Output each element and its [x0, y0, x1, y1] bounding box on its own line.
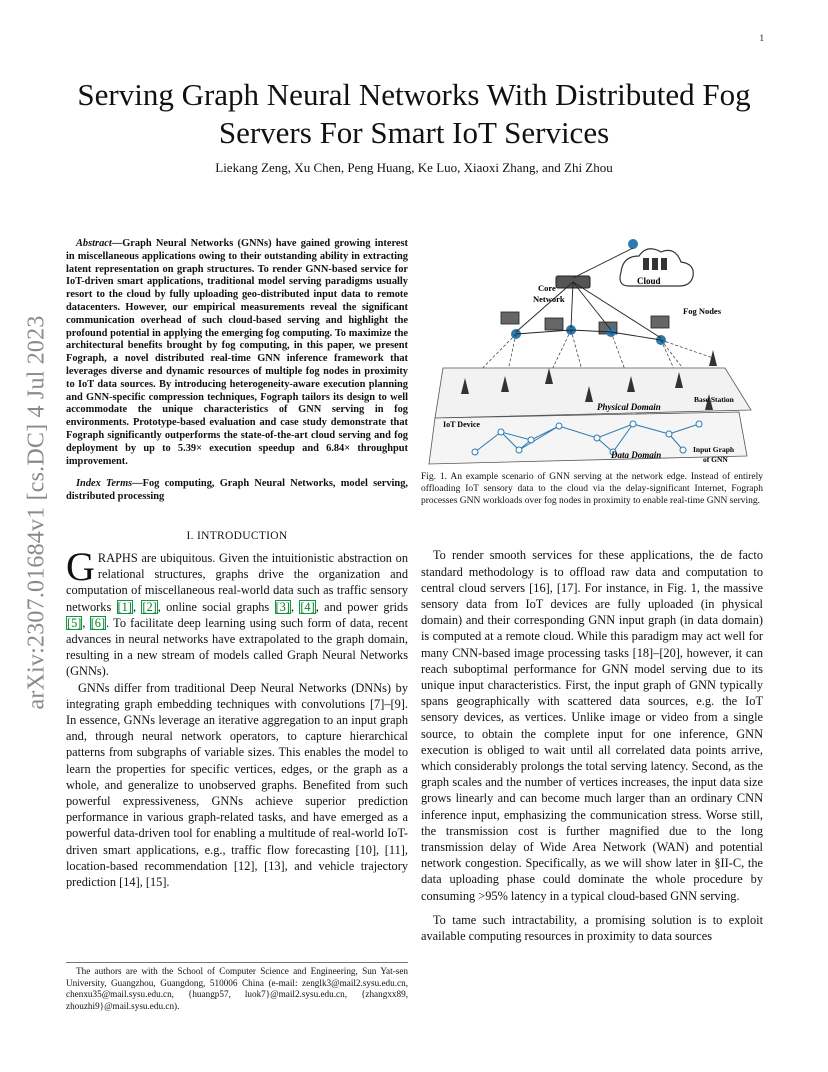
figure-caption: Fig. 1. An example scenario of GNN serving at the network edge. Instead of entirely offloading IoT sensory data to the cloud via the delay-significant Internet, Fograph processes GNN workloads over fog nodes in proximity to enable real-time GNN serving. — [421, 472, 763, 506]
network-node-icons — [511, 325, 666, 345]
citation-link[interactable]: [1] — [117, 599, 132, 614]
section-title: INTRODUCTION — [197, 529, 288, 542]
citation-link[interactable]: [3] — [275, 599, 290, 614]
index-terms-text: —Fog computing, Graph Neural Networks, model serving, distributed processing — [66, 478, 408, 503]
arxiv-id-text: arXiv:2307.01684v1 [cs.DC] 4 Jul 2023 — [23, 314, 50, 710]
fig-label-iot-device: IoT Device — [443, 420, 480, 429]
intro-p1-lead: RAPHS are ubiquitous. Given the intuitionistic abstraction on relational structures, graphs drive the organization and computation of miscellaneous real-world data such as traffic sensory networks — [66, 550, 408, 614]
abstract-heading: Abstract — [76, 238, 112, 249]
section-number: I. — [186, 529, 194, 542]
author-footnote: The authors are with the School of Computer Science and Engineering, Sun Yat-sen University, Guangzhou, Guangdong, 510006 China (e-mail: zenglk3@mail2.sysu.edu.cn, chenxu35@mail.sysu.edu.cn, {huangp57, luok7}@mail2.sysu.edu.cn, {zhangxx89, zhouzhi9}@mail.sysu.edu.cn). — [66, 962, 408, 1012]
fig-label-data-domain: Data Domain — [611, 450, 662, 460]
intro-paragraph-2: GNNs differ from traditional Deep Neural Networks (DNNs) by integrating graph embedding techniques with convolutions [7]–[9]. In essence, GNNs leverage an iterative aggregation to an input graph and, through neural network operators, to capture hierarchical patterns from subgraphs of variable sizes. This enables the model to learn the properties for specific vertices, edges, or the graph as a whole, and generalize to unobserved graphs. Benefited from such powerful expressiveness, GNNs achieve superior prediction performance in various graph-related tasks, and have emerged as a powerful data-driven tool for enabling a multitude of real-world IoT-driven smart applications, e.g., traffic flow forecasting [10], [11], location-based recommendation [12], [13], and vehicle trajectory prediction [14], [15]. — [66, 680, 408, 889]
citation-link[interactable]: [4] — [300, 599, 315, 614]
right-column — [421, 236, 763, 944]
fig-label-core-2: Network — [533, 294, 565, 304]
page-number: 1 — [759, 33, 764, 43]
physical-plane — [435, 368, 751, 418]
citation-link[interactable]: [6] — [90, 615, 106, 630]
fig-label-core-1: Core — [538, 283, 556, 293]
drop-cap: G — [66, 543, 95, 589]
author-list: Liekang Zeng, Xu Chen, Peng Huang, Ke Luo, Xiaoxi Zhang, and Zhi Zhou — [215, 160, 613, 175]
citation-link[interactable]: [2] — [142, 599, 157, 614]
right-paragraph-1: To render smooth services for these applications, the de facto standard methodology is to offload raw data and computation to central cloud servers [16], [17]. For instance, in Fig. 1, the massive sensory data from IoT devices are fully uploaded (in physical domain) and their corresponding GNN input graph (in data domain) is computed at a remote cloud. While this paradigm may act well for many CNN-based image processing tasks [18]–[20], however, it can reach suboptimal performance for GNN model serving due to its unique input characteristics. First, the input graph of GNN typically spans geographically with scattered data sources, e.g. the IoT sensory devices, as vertices. Unlike image or video from a single source, to obtain the complete input for one inference, GNN execution is obliged to wait until all correlated data points arrive, which considerably prolongs the total serving latency. Second, as the graph scales and the number of vertices increases, the input data size grows linearly and can become much larger than an ordinary CNN inference input, emphasizing the communication stress. Worse still, the transmission cost is further magnified due to the long transmission delay of Wide Area Network (WAN) and potential network congestion. Specifically, as we will show later in §II-C, the data uploading phase could dominate the whole procedure by consuming >95% latency in a typical cloud-based GNN serving. — [421, 548, 763, 903]
section-heading — [66, 530, 408, 542]
abstract — [66, 238, 408, 468]
fig-label-input-graph-1: Input Graph — [693, 445, 735, 454]
fig-label-input-graph-2: of GNN — [703, 455, 728, 464]
index-terms — [66, 478, 408, 504]
intro-p1-tail: To facilitate deep learning using such form of data, recent advances in neural networks have extrapolated to the graph domain, resulting in a new stream of models called Graph Neural Networks (GNNs). — [66, 615, 408, 679]
citation-link[interactable]: [5] — [67, 615, 82, 630]
paper-title: Serving Graph Neural Networks With Distributed Fog Servers For Smart IoT Services — [77, 77, 751, 150]
fig-label-base-station: Base Station — [694, 395, 734, 404]
right-paragraph-2: To tame such intractability, a promising solution is to exploit available computing resources in proximity to data sources — [421, 912, 763, 944]
index-terms-heading: Index Terms — [76, 478, 133, 490]
abstract-text: —Graph Neural Networks (GNNs) have gained growing interest in miscellaneous applications owing to their outstanding ability in extracting latent representation on graph structures. To render GNN-based service for IoT-driven smart applications, traditional model serving paradigms usually resort to the cloud by fully uploading geo-distributed input data to remote datacenters. However, our empirical measurements reveal the significant communication overhead of such cloud-based serving and highlight the profound potential in applying the emerging fog computing. To maximize the architectural benefits brought by fog computing, in this paper, we present Fograph, a novel distributed real-time GNN inference framework that leverages diverse and dynamic resources of multiple fog nodes in proximity to IoT data sources. By introducing heterogeneity-aware execution planning and GNN-specific compression techniques, Fograph tailors its design to well accommodate the unique characteristics of GNN serving in fog environments. Prototype-based evaluation and case study demonstrate that Fograph significantly outperforms the state-of-the-art cloud serving and fog deployment by up to 5.39× execution speedup and 6.84× throughput improvement. — [66, 238, 408, 467]
fig-label-cloud: Cloud — [637, 276, 661, 286]
figure-1 — [421, 236, 763, 468]
network-diagram — [421, 236, 763, 468]
arxiv-side-stamp — [20, 296, 54, 728]
left-column — [66, 238, 408, 890]
intro-paragraph-1: GRAPHS are ubiquitous. Given the intuitionistic abstraction on relational structures, graphs drive the organization and computation of miscellaneous real-world data such as traffic sensory networks [1], [2], online social graphs [3], [4], and power grids [5], [6]. To facilitate deep learning using such form of data, recent advances in neural networks have extrapolated to the graph domain, resulting in a new stream of models called Graph Neural Networks (GNNs). — [66, 543, 409, 679]
fig-label-physical-domain: Physical Domain — [597, 402, 661, 412]
fig-label-fog-nodes: Fog Nodes — [683, 306, 722, 316]
right-body — [421, 547, 763, 944]
